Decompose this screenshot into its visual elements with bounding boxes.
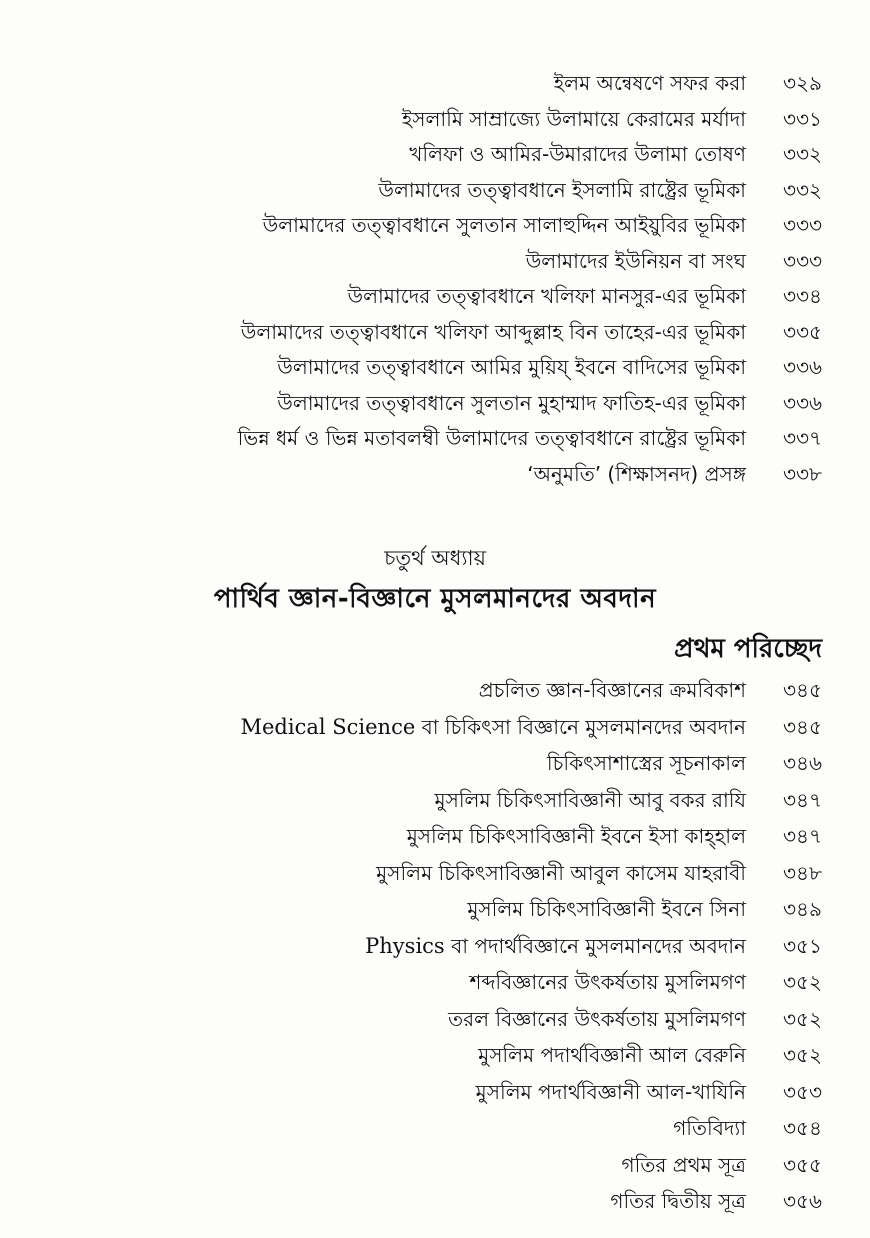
toc-entry-title	[435, 782, 747, 819]
toc-entry-text: মুসলিম চিকিৎসাবিজ্ঞানী আবুল কাসেম যাহরাবী	[376, 860, 746, 885]
toc-entry-text: বা পদার্থবিজ্ঞানে মুসলমানদের অবদান	[444, 933, 746, 958]
toc-entry	[238, 208, 822, 244]
toc-entry-title	[378, 173, 746, 209]
toc-entry	[240, 1183, 822, 1220]
toc-entry-text: উলামাদের তত্ত্বাবধানে আমির মুয়িয্ ইবনে বাদিসের ভূমিকা	[277, 355, 746, 379]
toc-page-number: ৩৪৫	[783, 678, 822, 702]
toc-entry-title	[470, 964, 747, 1001]
toc-page-number: ৩৩৮	[783, 461, 822, 486]
toc-entry-title	[526, 244, 746, 280]
toc-entry	[238, 102, 822, 138]
toc-entry	[240, 709, 822, 746]
section-title: প্রথম পরিচ্ছেদ	[674, 634, 822, 664]
toc-list-bottom	[240, 672, 822, 1220]
toc-entry-title	[238, 421, 746, 457]
toc-entry	[240, 818, 822, 855]
toc-entry-latin-term: Medical Science	[240, 714, 416, 739]
toc-entry-title	[348, 279, 747, 315]
toc-page-number: ৩৫৪	[783, 1116, 822, 1140]
toc-entry-title	[365, 928, 746, 965]
toc-entry	[238, 66, 822, 102]
toc-entry	[238, 457, 822, 493]
toc-entry-text: মুসলিম পদার্থবিজ্ঞানী আল বেরুনি	[478, 1043, 746, 1067]
toc-page-number: ৩৫৬	[783, 1189, 822, 1213]
toc-page-number: ৩৪৬	[783, 751, 822, 775]
toc-entry	[240, 1001, 822, 1038]
toc-entry-title	[402, 102, 746, 138]
toc-entry	[238, 173, 822, 209]
toc-entry-title	[554, 66, 746, 102]
toc-page-number: ৩৫১	[783, 933, 822, 958]
toc-page-number: ৩২৯	[783, 71, 822, 95]
toc-entry-text: উলামাদের ইউনিয়ন বা সংঘ	[525, 248, 746, 273]
toc-entry	[240, 672, 822, 709]
toc-entry-text: প্রচলিত জ্ঞান-বিজ্ঞানের ক্রমবিকাশ	[478, 678, 746, 702]
toc-page-number: ৩৩৩	[782, 213, 822, 237]
toc-entry-text: মুসলিম পদার্থবিজ্ঞানী আল-খাযিনি	[475, 1079, 746, 1104]
toc-entry-title	[467, 891, 746, 928]
toc-page-number: ৩৩৫	[783, 319, 822, 344]
toc-entry-title	[409, 137, 746, 173]
toc-entry-text: উলামাদের তত্ত্বাবধানে খলিফা আব্দুল্লাহ বিন তাহের-এর ভূমিকা	[240, 319, 746, 344]
toc-page-number: ৩৫২	[783, 1006, 822, 1031]
toc-page-number: ৩৩২	[782, 177, 822, 202]
toc-entry-title	[241, 315, 746, 351]
toc-entry	[240, 1037, 822, 1074]
toc-page-number: ৩৩৪	[783, 284, 822, 308]
toc-entry-text: মুসলিম চিকিৎসাবিজ্ঞানী আবু বকর রাযি	[434, 787, 746, 812]
toc-entry-text: মুসলিম চিকিৎসাবিজ্ঞানী ইবনে ইসা কাহ্হাল	[406, 824, 746, 848]
toc-entry-text: ‘অনুমতি’ (শিক্ষাসনদ) প্রসঙ্গ	[527, 461, 746, 486]
toc-entry-title	[376, 855, 746, 892]
toc-entry	[240, 745, 822, 782]
toc-entry	[240, 855, 822, 892]
toc-entry-latin-term: Physics	[365, 933, 445, 958]
toc-entry-text: বা চিকিৎসা বিজ্ঞানে মুসলমানদের অবদান	[415, 714, 746, 739]
toc-page-number: ৩৪৭	[783, 787, 822, 812]
toc-entry-title	[277, 350, 746, 386]
toc-entry	[238, 279, 822, 315]
toc-page-number: ৩৫২	[783, 1043, 822, 1067]
toc-entry-title	[478, 1037, 746, 1074]
toc-page-number: ৩৩২	[782, 142, 822, 166]
toc-entry-title	[263, 208, 746, 244]
toc-entry	[238, 244, 822, 280]
toc-entry-title	[527, 457, 746, 493]
toc-entry-text: ইসলামি সাম্রাজ্যে উলামায়ে কেরামের মর্যাদা	[401, 106, 746, 131]
toc-entry-text: ইলম অন্বেষণে সফর করা	[553, 71, 746, 95]
toc-page-number: ৩৩৩	[782, 248, 822, 273]
toc-entry-title	[479, 672, 746, 709]
toc-page-number: ৩৫২	[783, 970, 822, 994]
toc-entry-text: তরল বিজ্ঞানের উৎকর্ষতায় মুসলিমগণ	[448, 1006, 746, 1031]
toc-entry	[240, 964, 822, 1001]
toc-entry-title	[673, 1110, 746, 1147]
toc-page-number: ৩৫৩	[783, 1079, 822, 1104]
toc-page-number: ৩৩৬	[782, 355, 822, 379]
toc-entry-text: মুসলিম চিকিৎসাবিজ্ঞানী ইবনে সিনা	[467, 897, 746, 921]
toc-entry-title	[622, 1147, 746, 1184]
chapter-title: পার্থিব জ্ঞান-বিজ্ঞানে মুসলমানদের অবদান	[213, 584, 657, 614]
toc-page-number: ৩৩৭	[782, 426, 822, 450]
toc-entry	[240, 891, 822, 928]
toc-entry-title	[448, 1001, 746, 1038]
toc-entry-text: উলামাদের তত্ত্বাবধানে সুলতান সালাহুদ্দিন আইয়ুবির ভূমিকা	[262, 213, 746, 237]
toc-entry	[238, 350, 822, 386]
toc-entry-text: উলামাদের তত্ত্বাবধানে খলিফা মানসুর-এর ভূমিকা	[347, 284, 746, 308]
toc-entry-text: উলামাদের তত্ত্বাবধানে সুলতান মুহাম্মাদ ফাতিহ-এর ভূমিকা	[277, 390, 746, 415]
toc-entry	[238, 137, 822, 173]
toc-page-number: ৩৪৫	[783, 714, 822, 739]
toc-page-number: ৩৩১	[783, 106, 822, 131]
toc-entry	[240, 1147, 822, 1184]
toc-entry-text: শব্দবিজ্ঞানের উৎকর্ষতায় মুসলিমগণ	[469, 970, 746, 994]
toc-entry	[238, 421, 822, 457]
toc-entry-title	[240, 709, 746, 746]
toc-entry-text: উলামাদের তত্ত্বাবধানে ইসলামি রাষ্ট্রের ভূমিকা	[378, 177, 746, 202]
toc-entry-title	[277, 386, 746, 422]
toc-entry-text: গতির দ্বিতীয় সূত্র	[610, 1189, 746, 1213]
toc-list-top	[238, 66, 822, 492]
toc-entry-title	[610, 1183, 746, 1220]
toc-entry	[240, 1074, 822, 1111]
chapter-label: চতুর্থ অধ্যায়	[384, 546, 486, 570]
toc-page-number: ৩৪৭	[783, 824, 822, 848]
toc-entry-text: চিকিৎসাশাস্ত্রের সূচনাকাল	[546, 751, 746, 775]
toc-entry-title	[547, 745, 746, 782]
toc-entry	[240, 782, 822, 819]
toc-entry-title	[407, 818, 746, 855]
toc-entry-text: গতির প্রথম সূত্র	[621, 1152, 746, 1177]
toc-page-number: ৩৪৯	[783, 897, 822, 921]
toc-page-number: ৩৪৮	[783, 860, 822, 885]
toc-page-number: ৩৩৬	[782, 390, 822, 415]
toc-page-number: ৩৫৫	[783, 1152, 822, 1177]
toc-entry	[238, 315, 822, 351]
toc-entry	[238, 386, 822, 422]
toc-entry-text: ভিন্ন ধর্ম ও ভিন্ন মতাবলম্বী উলামাদের তত্ত্বাবধানে রাষ্ট্রের ভূমিকা	[237, 426, 746, 450]
toc-entry	[240, 1110, 822, 1147]
toc-entry-text: গতিবিদ্যা	[673, 1116, 746, 1140]
toc-entry	[240, 928, 822, 965]
toc-entry-title	[476, 1074, 746, 1111]
toc-entry-text: খলিফা ও আমির-উমারাদের উলামা তোষণ	[409, 142, 746, 166]
